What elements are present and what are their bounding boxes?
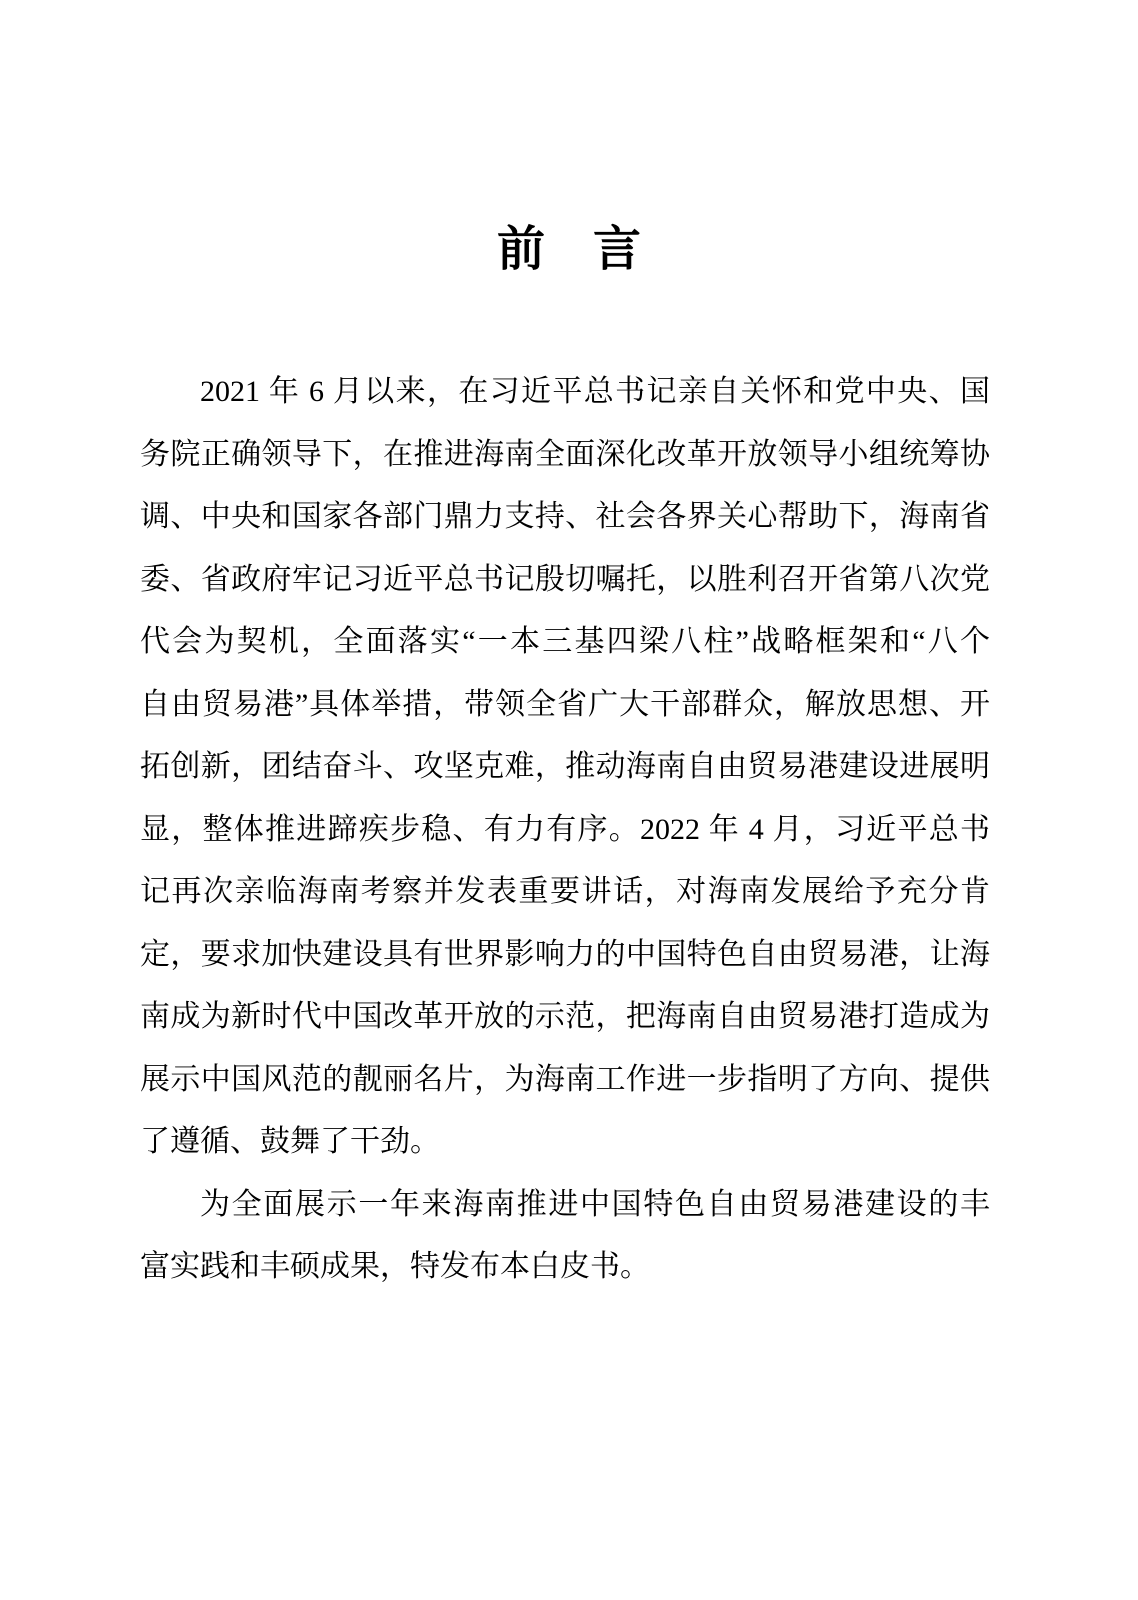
- text-line: 务院正确领导下，在推进海南全面深化改革开放领导小组统筹协: [140, 437, 990, 471]
- document-body: [140, 361, 990, 1299]
- page-title: 前 言: [496, 223, 641, 276]
- text-line: 委、省政府牢记习近平总书记殷切嘱托，以胜利召开省第八次党: [140, 562, 990, 596]
- text-line: 拓创新，团结奋斗、攻坚克难，推动海南自由贸易港建设进展明: [140, 750, 990, 783]
- text-line: 代会为契机，全面落实“一本三基四梁八柱”战略框架和“八个: [140, 625, 990, 658]
- text-line: 富实践和丰硕成果，特发布本白皮书。: [140, 1250, 650, 1283]
- text-line: 南成为新时代中国改革开放的示范，把海南自由贸易港打造成为: [140, 1000, 990, 1033]
- text-line: 显，整体推进蹄疾步稳、有力有序。2022 年 4 月，习近平总书: [140, 812, 990, 846]
- text-line: 了遵循、鼓舞了干劲。: [140, 1125, 440, 1158]
- text-line: 调、中央和国家各部门鼎力支持、社会各界关心帮助下，海南省: [140, 500, 990, 533]
- paragraph-2: [140, 1174, 990, 1299]
- text-line: 为全面展示一年来海南推进中国特色自由贸易港建设的丰: [200, 1187, 990, 1221]
- text-line: 2021 年 6 月以来，在习近平总书记亲自关怀和党中央、国: [200, 375, 990, 408]
- text-line: 自由贸易港”具体举措，带领全省广大干部群众，解放思想、开: [140, 687, 990, 721]
- text-line: 展示中国风范的靓丽名片，为海南工作进一步指明了方向、提供: [140, 1062, 990, 1096]
- text-line: 定，要求加快建设具有世界影响力的中国特色自由贸易港，让海: [140, 937, 990, 971]
- text-line: 记再次亲临海南考察并发表重要讲话，对海南发展给予充分肯: [140, 875, 990, 908]
- paragraph-1: [140, 361, 990, 1174]
